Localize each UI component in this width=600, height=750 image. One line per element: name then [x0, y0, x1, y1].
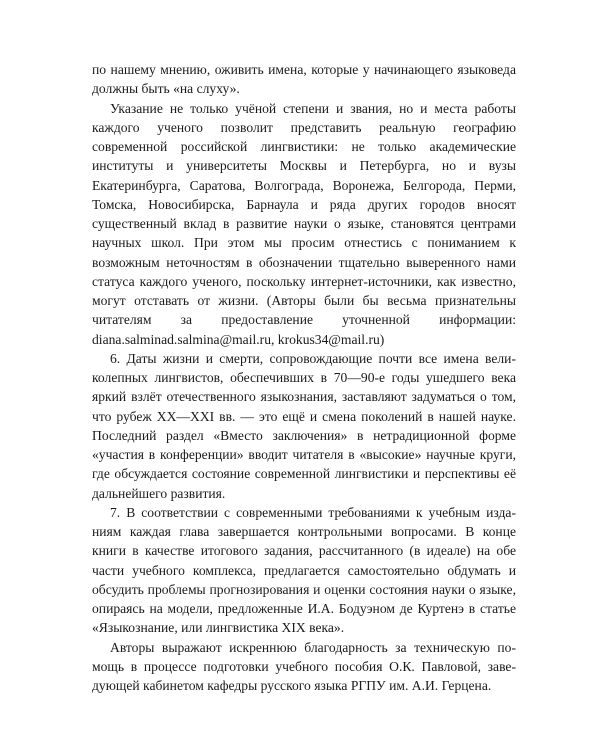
paragraph-item-6: 6. Даты жизни и смерти, сопровождающие почти все имена великолепных лингвистов, обеспечивших в 70—90-е годы ушедшего века яркий взлёт отечественного языкознания, заставляют задуматься о том, что рубеж XX—XXI вв. — это ещё и смена поколений в нашей науке. Последний раздел «Вместо заключения» в нетрадиционной форме «участия в конференции» вводит читателя в «высокие» научные круги, где обсуждается состояние современной лингвистики и перспективы её дальнейшего развития.	[92, 350, 516, 501]
paragraph-item-7: 7. В соответствии с современными требованиями к учебным изданиям каждая глава завершается контрольными вопросами. В конце книги в качестве итогового задания, рассчитанного (в идеале) на обе части учебного комплекса, предлагается самостоятельно обдумать и обсудить проблемы прогнозирования и оценки состояния науки о языке, опираясь на модели, предложенные И.А. Бодуэном де Куртенэ в статье «Языкознание, или лингвистика XIX века».	[92, 504, 516, 636]
paragraph-continuation: по нашему мнению, оживить имена, которые у начинающего языковеда должны быть «на слуху».	[92, 62, 516, 97]
page-text-block	[92, 60, 516, 695]
paragraph-acknowledgements: Авторы выражают искреннюю благодарность за техническую помощь в процессе подготовки учебного пособия О.К. Павловой, заведующей кабинетом кафедры русского языка РГПУ им. А.И. Герцена.	[92, 639, 516, 693]
paragraph-affiliations: Указание не только учёной степени и звания, но и места работы каждого ученого позволит представить реальную географию современной российской лингвистики: не только академические институты и университеты Москвы и Петербурга, но и вузы Екатеринбурга, Саратова, Волгограда, Воронежа, Белгорода, Перми, Томска, Новосибирска, Барнаула и ряда других городов вносят существенный вклад в развитие науки о языке, становятся центрами научных школ. При этом мы просим отнестись с пониманием к возможным неточностям в обозначении тщательно выверенного нами статуса каждого ученого, поскольку интернет-источники, как известно, могут отставать от жизни. (Авторы были бы весьма признательны читателям за предоставление уточненной информации: diana.salminad.salmina@mail.ru, krokus34@mail.ru)	[92, 100, 516, 347]
